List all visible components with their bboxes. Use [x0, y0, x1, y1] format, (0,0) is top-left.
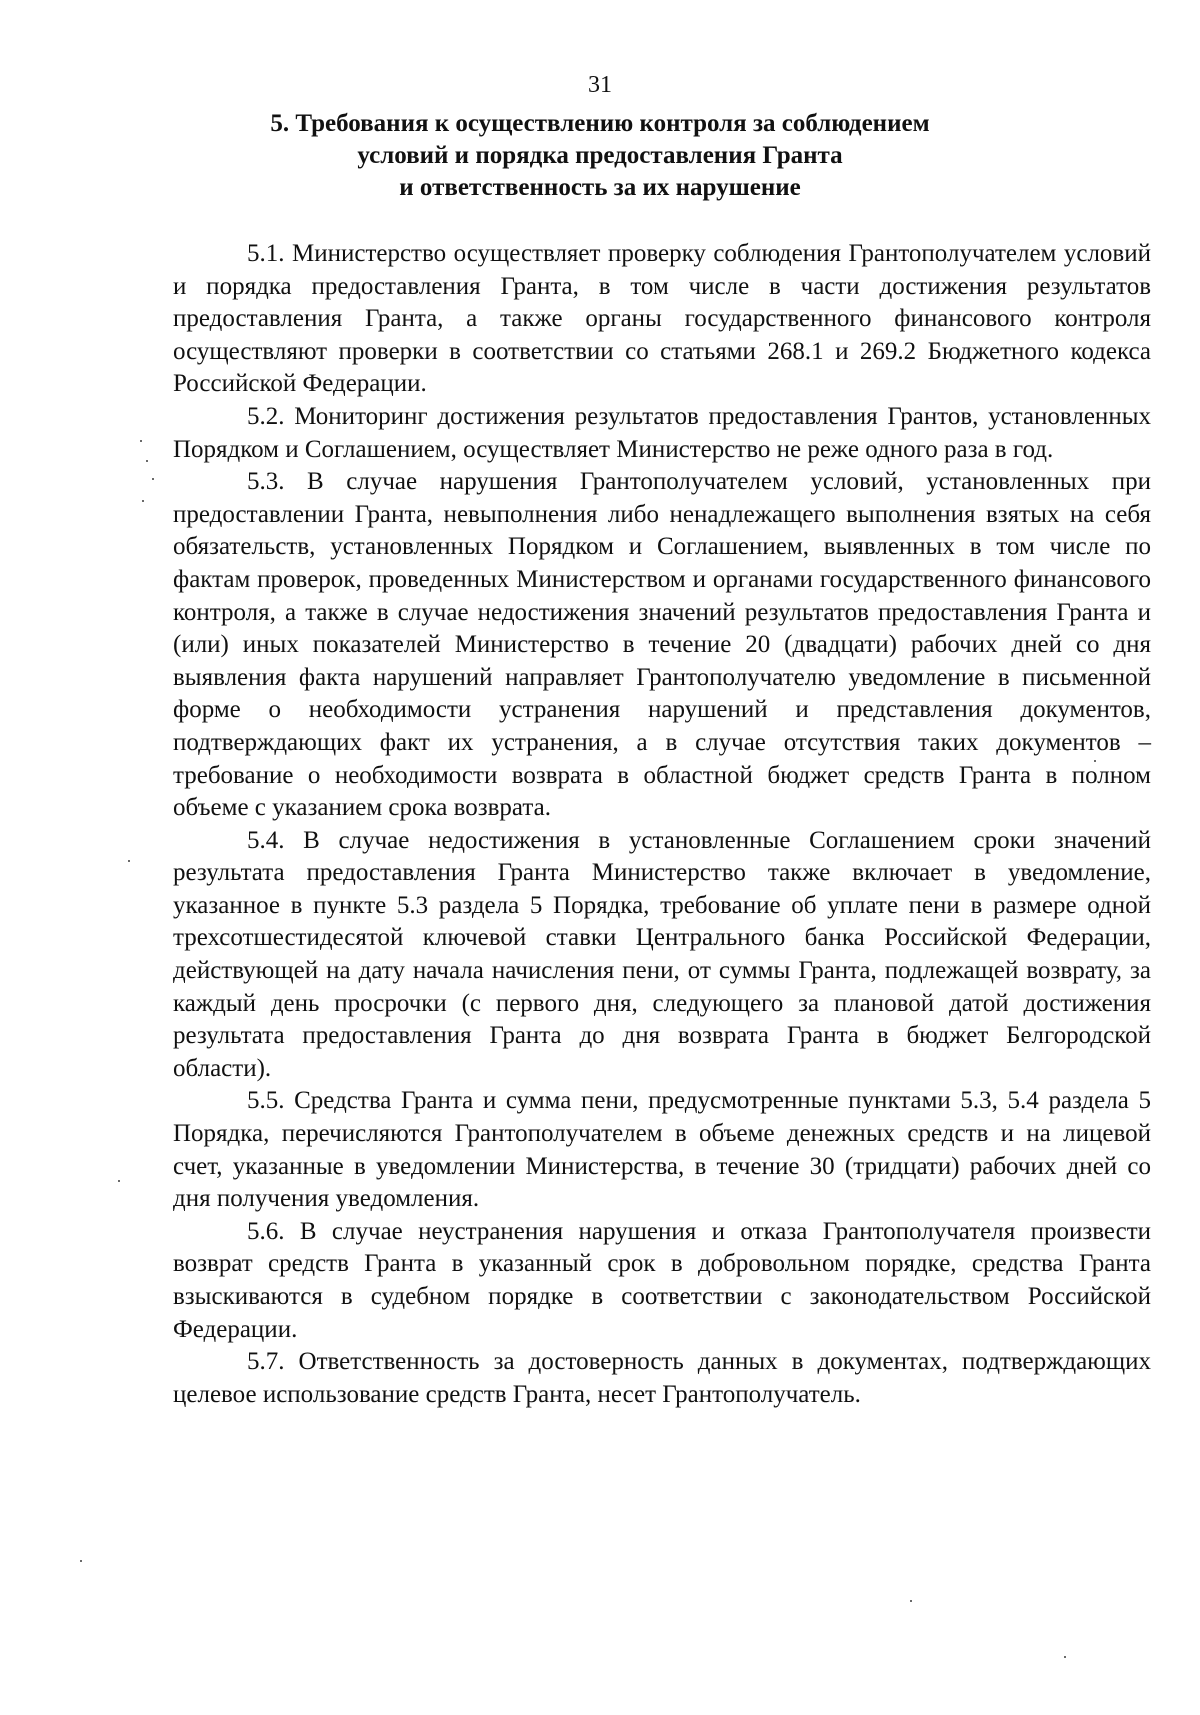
paragraph-5-4: 5.4. В случае недостижения в установленные Соглашением сроки значений результата предоставления Гранта Министерство также включает в уведомление, указанное в пункте 5.3 раздела 5 Порядка, требование об уплате пени в размере одной трехсотшестидесятой ключевой ставки Центрального банка Российской Федерации, действующей на дату начала начисления пени, от суммы Гранта, подлежащей возврату, за каждый день просрочки (с первого дня, следующего за плановой датой достижения результата предоставления Гранта до дня возврата Гранта в бюджет Белгородской области).	[173, 826, 1151, 1082]
section-title-line: 5. Требования к осуществлению контроля за соблюдением	[270, 110, 930, 137]
section-title	[200, 108, 1000, 204]
paragraph-5-3: 5.3. В случае нарушения Грантополучателем условий, установленных при предоставлении Гранта, невыполнения либо ненадлежащего выполнения взятых на себя обязательств, установленных Порядком и Соглашением, выявленных в том числе по фактам проверок, проведенных Министерством и органами государственного финансового контроля, а также в случае недостижения значений результатов предоставления Гранта и (или) иных показателей Министерство в течение 20 (двадцати) рабочих дней со дня выявления факта нарушений направляет Грантополучателю уведомление в письменной форме о необходимости устранения нарушений и представления документов, подтверждающих факт их устранения, а в случае отсутствия таких документов – требование о необходимости возврата в областной бюджет средств Гранта в полном объеме с указанием срока возврата.	[173, 468, 1151, 822]
paragraph-5-6: 5.6. В случае неустранения нарушения и отказа Грантополучателя произвести возврат средств Гранта в указанный срок в добровольном порядке, средства Гранта взыскиваются в судебном порядке в соответствии с законодательством Российской Федерации.	[173, 1217, 1151, 1343]
section-title-line: условий и порядка предоставления Гранта	[357, 142, 843, 169]
scan-speck	[1094, 760, 1096, 762]
scan-speck	[146, 460, 148, 462]
paragraph-5-2: 5.2. Мониторинг достижения результатов предоставления Грантов, установленных Порядком и Соглашением, осуществляет Министерство не реже одного раза в год.	[173, 402, 1151, 463]
paragraph-5-7: 5.7. Ответственность за достоверность данных в документах, подтверждающих целевое использование средств Гранта, несет Грантополучатель.	[173, 1348, 1151, 1408]
scan-speck	[1064, 1656, 1066, 1658]
scan-speck	[118, 1180, 120, 1182]
paragraph-5-5: 5.5. Средства Гранта и сумма пени, предусмотренные пунктами 5.3, 5.4 раздела 5 Порядка, перечисляются Грантополучателем в объеме денежных средств и на лицевой счет, указанные в уведомлении Министерства, в течение 30 (тридцати) рабочих дней со дня получения уведомления.	[173, 1087, 1151, 1213]
scan-speck	[142, 500, 144, 502]
paragraph-5-1: 5.1. Министерство осуществляет проверку соблюдения Грантополучателем условий и порядка предоставления Гранта, в том числе в части достижения результатов предоставления Гранта, а также органы государственного финансового контроля осуществляют проверки в соответствии со статьями 268.1 и 269.2 Бюджетного кодекса Российской Федерации.	[173, 240, 1151, 398]
document-body	[173, 238, 1151, 1411]
section-title-line: и ответственность за их нарушение	[399, 174, 801, 201]
scan-speck	[910, 1600, 912, 1602]
page-number: 31	[588, 72, 612, 98]
scan-speck	[152, 478, 154, 480]
scan-speck	[80, 1560, 82, 1562]
scan-speck	[140, 440, 142, 442]
scan-speck	[128, 860, 130, 862]
